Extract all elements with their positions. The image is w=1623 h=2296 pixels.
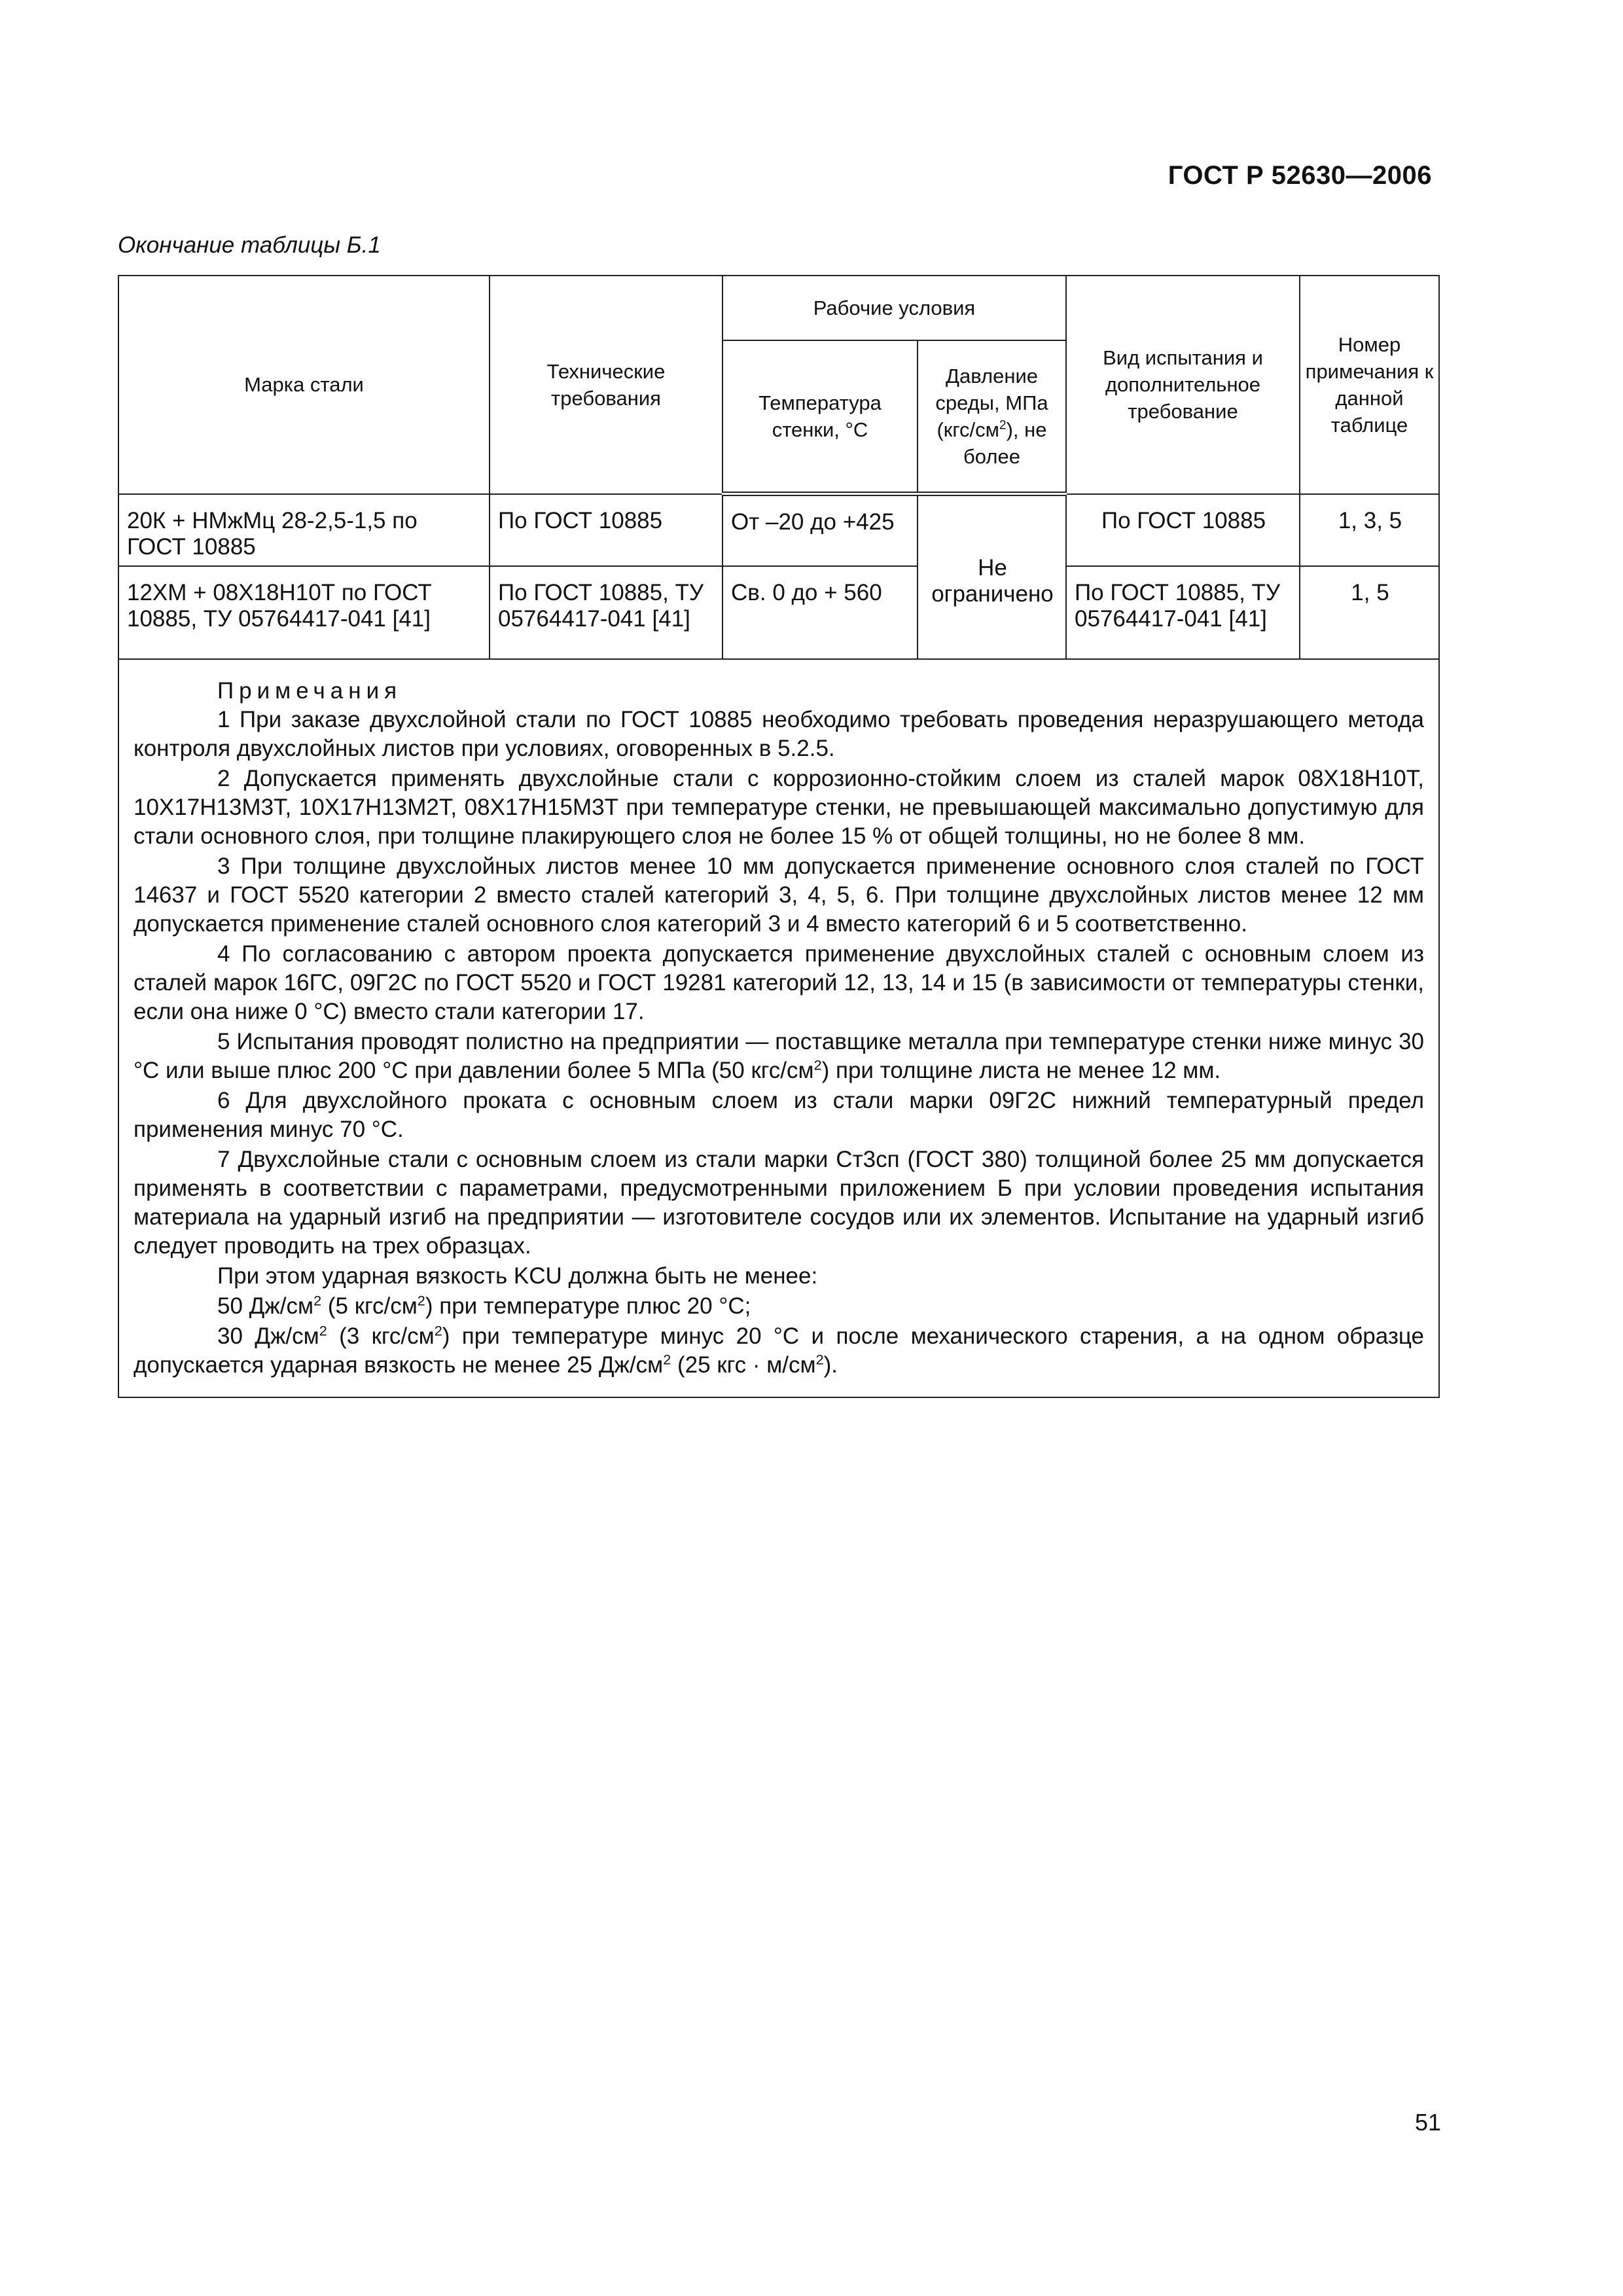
header-working-conditions: Рабочие условия bbox=[722, 276, 1066, 340]
steel-grades-table bbox=[118, 275, 1440, 1398]
document-code: ГОСТ Р 52630—2006 bbox=[1168, 161, 1432, 190]
kcu1-sup2: 2 bbox=[417, 1291, 425, 1308]
kcu2-a: 30 Дж/см bbox=[217, 1323, 319, 1349]
notes-title: Примечания bbox=[217, 677, 402, 704]
note-3: 3 При толщине двухслойных листов менее 10 мм допускается применение основного слоя сталей по ГОСТ 14637 и ГОСТ 5520 категории 2 вместо сталей категорий 3, 4, 5, 6. При толщине двухслойных листов менее 12 мм допускается применение сталей основного слоя категорий 3 и 4 вместо категорий 6 и 5 соответственно. bbox=[134, 853, 1424, 937]
cell-test: По ГОСТ 10885 bbox=[1066, 494, 1300, 566]
header-tech-requirements: Технические требования bbox=[490, 276, 722, 494]
note-1: 1 При заказе двухслойной стали по ГОСТ 10885 необходимо требовать проведения неразрушающего метода контроля двухслойных листов при условиях, оговоренных в 5.2.5. bbox=[134, 706, 1424, 761]
page-number: 51 bbox=[1415, 2109, 1442, 2136]
kcu2-sup3: 2 bbox=[663, 1350, 671, 1367]
header-test-type: Вид испытания и дополнительное требование bbox=[1066, 276, 1300, 494]
cell-tech: По ГОСТ 10885 bbox=[490, 494, 722, 566]
notes-block bbox=[118, 659, 1439, 1397]
note-5-sup: 2 bbox=[813, 1056, 822, 1073]
notes-row bbox=[118, 659, 1439, 1397]
note-5-text: 5 Испытания проводят полистно на предприятии — поставщике металла при температуре стенки ниже минус 30 °С или выше плюс 200 °С при давлении более 5 МПа (50 кгс/см bbox=[134, 1028, 1424, 1083]
cell-test: По ГОСТ 10885, ТУ 05764417-041 [41] bbox=[1066, 566, 1300, 659]
cell-temperature: Св. 0 до + 560 bbox=[722, 566, 918, 659]
kcu2-c: ) при температуре минус 20 °С и после механического старения, а на одном образце допускается ударная вязкость не менее 25 Дж/см bbox=[134, 1323, 1425, 1378]
header-pressure-text-end: ), не более bbox=[963, 418, 1047, 468]
cell-notes: 1, 3, 5 bbox=[1300, 494, 1439, 566]
kcu2-e: ). bbox=[823, 1352, 838, 1378]
kcu1-sup1: 2 bbox=[313, 1291, 322, 1308]
cell-grade: 12ХМ + 08Х18Н10Т по ГОСТ 10885, ТУ 05764417-041 [41] bbox=[118, 566, 490, 659]
note-2: 2 Допускается применять двухслойные стали с коррозионно-стойким слоем из сталей марок 08Х18Н10Т, 10Х17Н13М3Т, 10Х17Н13М2Т, 08Х17Н15М3Т при температуре стенки, не превышающей максимально допустимую для стали основного слоя, при толщине плакирующего слоя не более 15 % от общей толщины, но не более 8 мм. bbox=[134, 765, 1424, 849]
kcu2-d: (25 кгс · м/см bbox=[671, 1352, 816, 1378]
table-row bbox=[118, 494, 1439, 566]
cell-pressure-shared: Не ограничено bbox=[918, 494, 1066, 659]
kcu1-c: ) при температуре плюс 20 °С; bbox=[425, 1293, 751, 1319]
table-header-row bbox=[118, 276, 1439, 340]
kcu2-b: (3 кгс/см bbox=[327, 1323, 435, 1349]
cell-temperature: От –20 до +425 bbox=[722, 494, 918, 566]
header-pressure bbox=[918, 340, 1066, 494]
table-caption: Окончание таблицы Б.1 bbox=[118, 232, 381, 258]
table-row bbox=[118, 566, 1439, 659]
note-5-text-end: ) при толщине листа не менее 12 мм. bbox=[821, 1057, 1221, 1083]
kcu2-sup4: 2 bbox=[815, 1350, 824, 1367]
header-grade: Марка стали bbox=[118, 276, 490, 494]
note-7: 7 Двухслойные стали с основным слоем из стали марки Ст3сп (ГОСТ 380) толщиной более 25 мм допускается применять в соответствии с параметрами, предусмотренными приложением Б при условии проведения испытания материала на ударный изгиб на предприятии — изготовителе сосудов или их элементов. Испытание на ударный изгиб следует проводить на трех образцах. bbox=[134, 1146, 1424, 1259]
kcu1-b: (5 кгс/см bbox=[321, 1293, 418, 1319]
cell-notes: 1, 5 bbox=[1300, 566, 1439, 659]
cell-grade: 20К + НМжМц 28-2,5-1,5 по ГОСТ 10885 bbox=[118, 494, 490, 566]
note-kcu-value-1 bbox=[134, 1292, 1424, 1321]
note-6: 6 Для двухслойного проката с основным слоем из стали марки 09Г2С нижний температурный предел применения минус 70 °С. bbox=[134, 1087, 1424, 1142]
note-4: 4 По согласованию с автором проекта допускается применение двухслойных сталей с основным слоем из сталей марок 16ГС, 09Г2С по ГОСТ 5520 и ГОСТ 19281 категорий 12, 13, 14 и 15 (в зависимости от температуры стенки, если она ниже 0 °С) вместо стали категории 17. bbox=[134, 941, 1424, 1024]
header-wall-temperature: Температура стенки, °C bbox=[722, 340, 918, 494]
header-pressure-sup: 2 bbox=[999, 418, 1007, 433]
kcu1-a: 50 Дж/см bbox=[217, 1293, 314, 1319]
header-note-number: Номер примечания к данной таблице bbox=[1300, 276, 1439, 494]
cell-tech: По ГОСТ 10885, ТУ 05764417-041 [41] bbox=[490, 566, 722, 659]
note-kcu: При этом ударная вязкость KCU должна быть не менее: bbox=[217, 1263, 818, 1289]
kcu2-sup1: 2 bbox=[319, 1321, 327, 1338]
note-kcu-value-2 bbox=[134, 1322, 1424, 1380]
kcu2-sup2: 2 bbox=[434, 1321, 442, 1338]
note-5 bbox=[134, 1028, 1424, 1085]
header-pressure-text: Давление среды, МПа (кгс/см bbox=[935, 365, 1048, 441]
